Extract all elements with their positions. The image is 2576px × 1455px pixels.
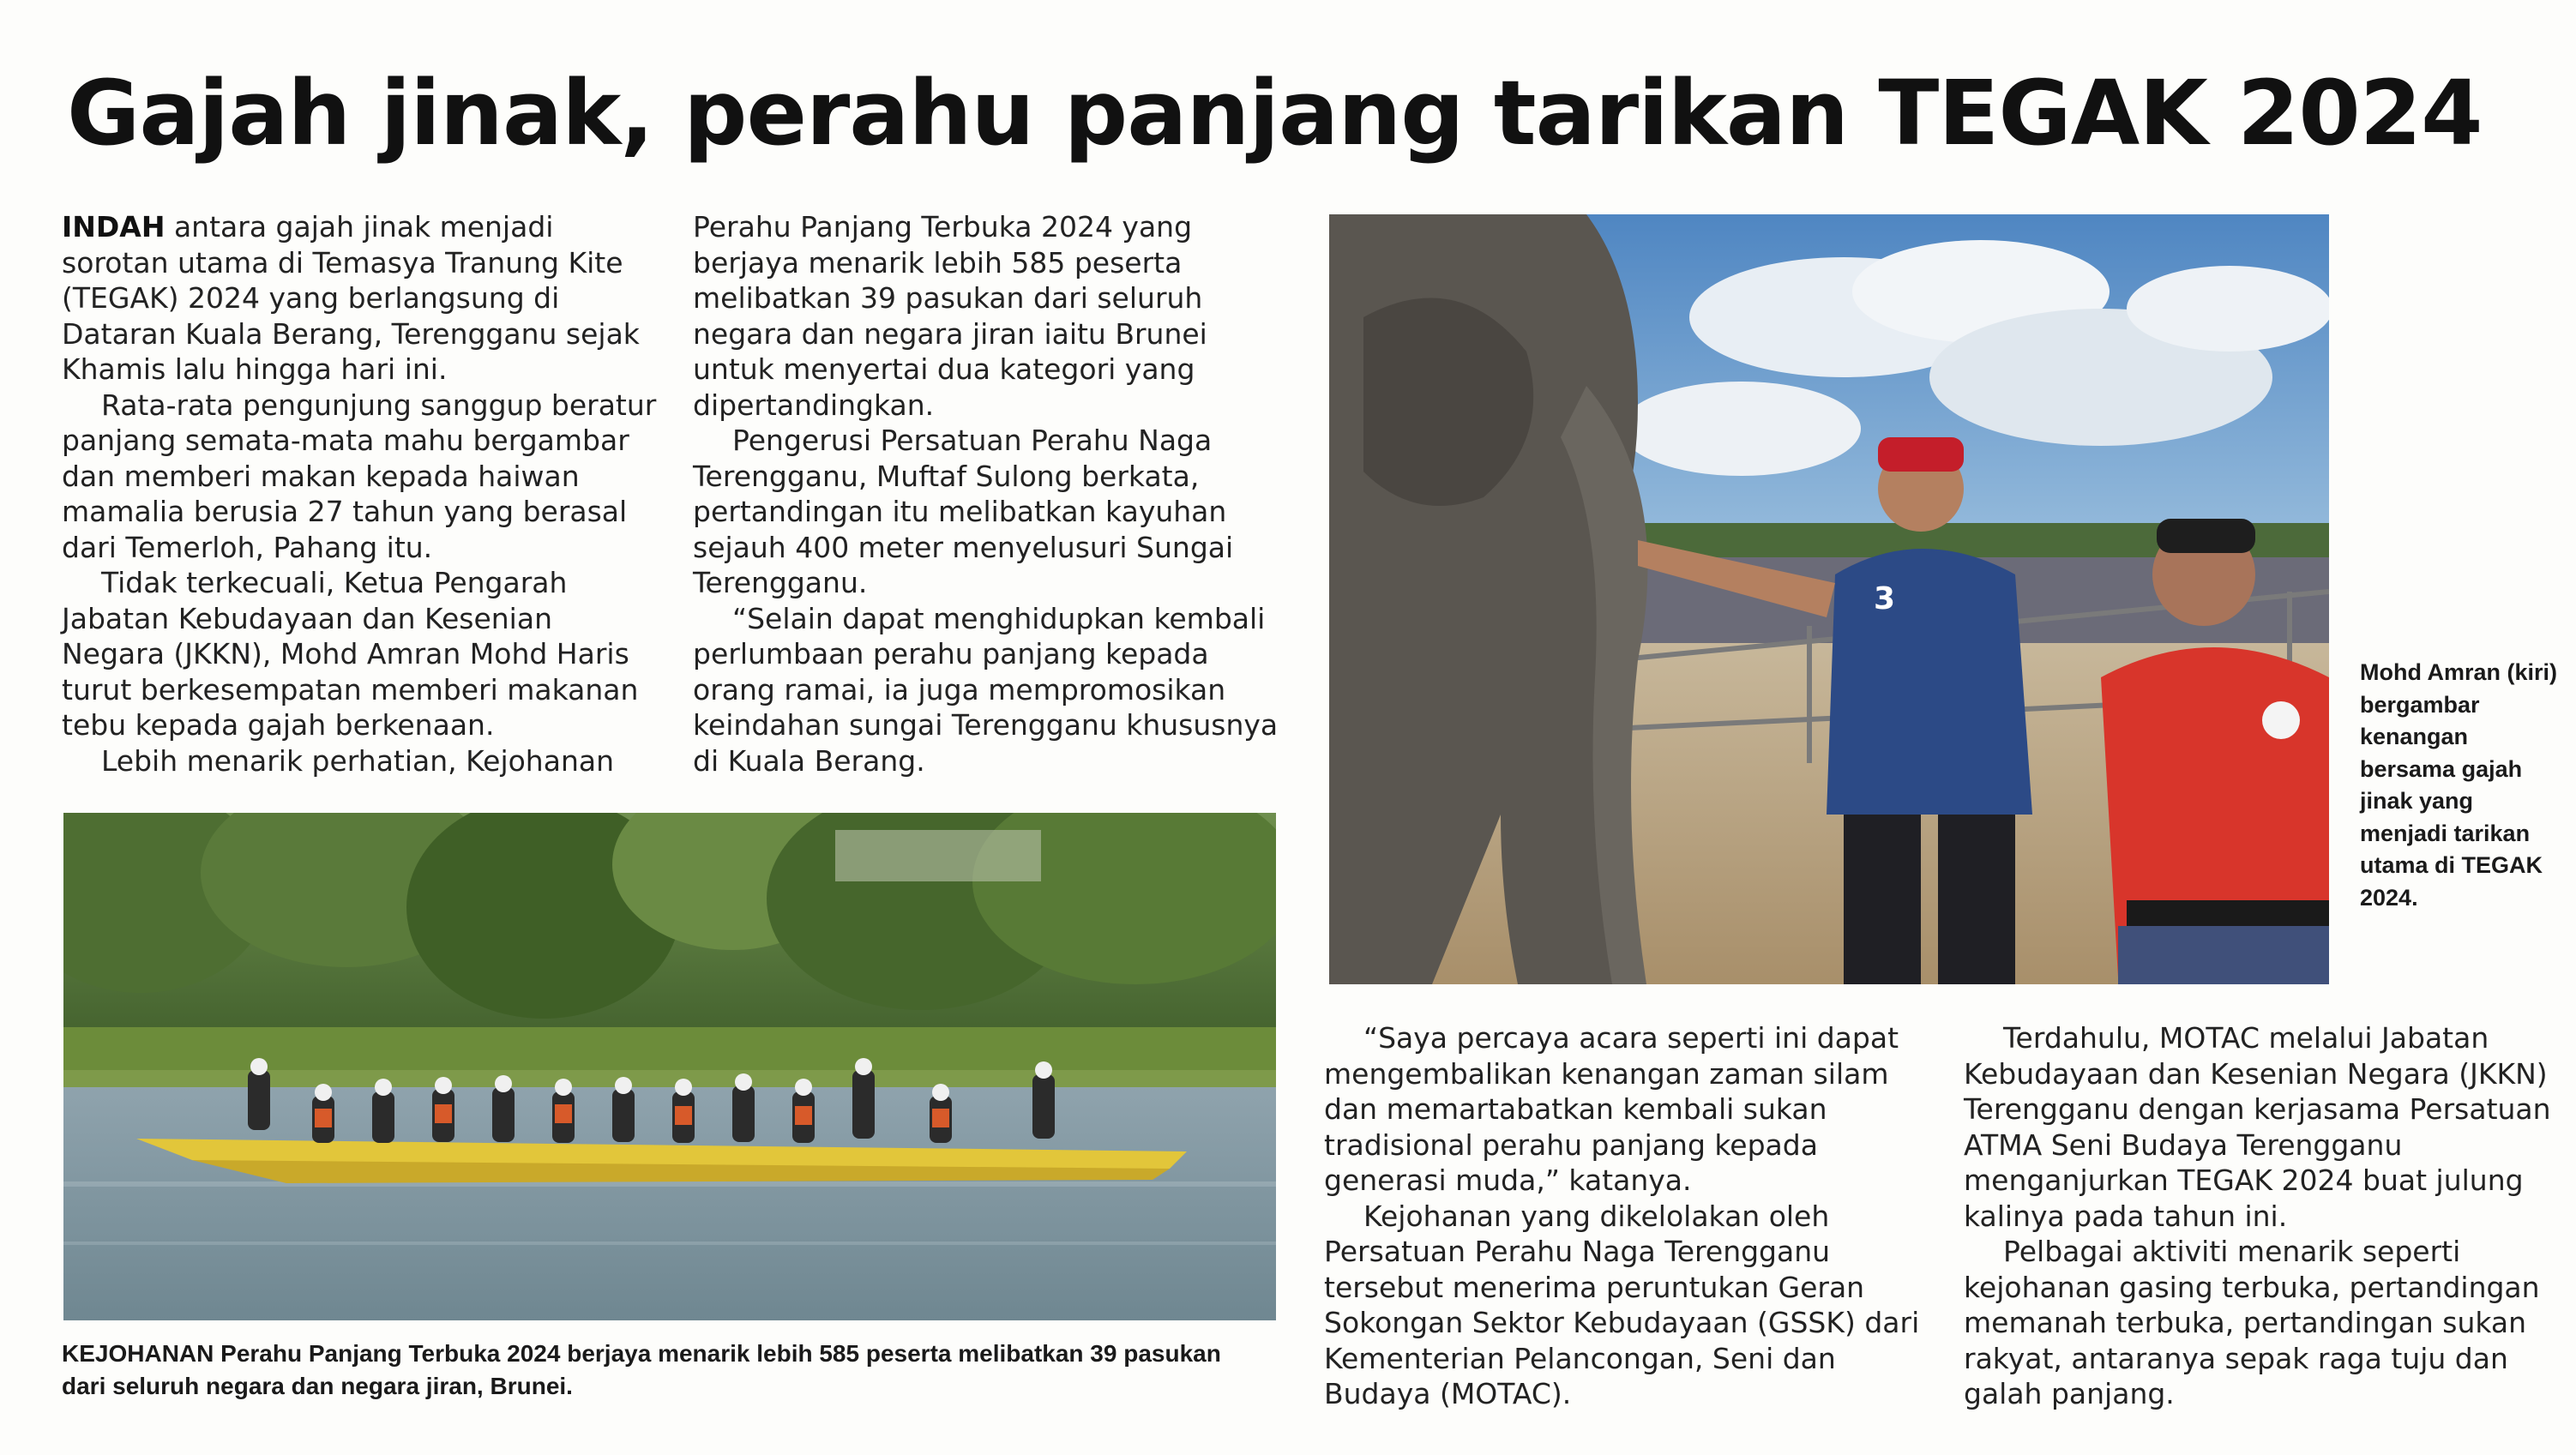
paragraph (62, 209, 662, 388)
article-headline: Gajah jinak, perahu panjang tarikan TEGAK 2024 (67, 61, 2483, 165)
paragraph: Lebih menarik perhatian, Kejohanan (101, 743, 614, 778)
article-column-2 (693, 209, 1293, 779)
paragraph: Pengerusi Persatuan Perahu Naga Terengganu, Muftaf Sulong berkata, pertandingan itu melibatkan kayuhan sejauh 400 meter menyelusuri Sungai Terengganu. (693, 424, 1234, 599)
paragraph: Tidak terkecuali, Ketua Pengarah Jabatan Kebudayaan dan Kesenian Negara (JKKN), Mohd Amran Mohd Haris turut berkesempatan memberi makanan tebu kepada gajah berkenaan. (62, 566, 639, 742)
shirt-number: 3 (1874, 581, 1896, 616)
lead-word: INDAH (62, 210, 166, 244)
boat-race-photo (63, 813, 1276, 1320)
paragraph: “Saya percaya acara seperti ini dapat mengembalikan kenangan zaman silam dan memartabatkan kembali sukan tradisional perahu panjang kepada generasi muda,” katanya. (1324, 1021, 1899, 1197)
article-column-1 (62, 209, 662, 779)
caption-text: Perahu Panjang Terbuka 2024 berjaya menarik lebih 585 peserta melibatkan 39 pasukan dari seluruh negara dan negara jiran, Brunei. (62, 1340, 1221, 1399)
article-column-4 (1964, 1020, 2564, 1412)
paragraph: Terdahulu, MOTAC melalui Jabatan Kebudayaan dan Kesenian Negara (JKKN) Terengganu dengan kerjasama Persatuan ATMA Seni Budaya Terengganu menganjurkan TEGAK 2024 buat julung kalinya pada tahun ini. (1964, 1021, 2551, 1233)
elephant-photo-caption: Mohd Amran (kiri) bergambar kenangan bersama gajah jinak yang menjadi tarikan utama di TEGAK 2024. (2360, 659, 2558, 911)
paragraph: “Selain dapat menghidupkan kembali perlumbaan perahu panjang kepada orang ramai, ia juga mempromosikan keindahan sungai Terengganu khususnya di Kuala Berang. (693, 601, 1279, 778)
elephant-photo (1329, 214, 2329, 984)
boat-photo-caption (62, 1338, 1245, 1403)
article-column-3 (1324, 1020, 1941, 1412)
caption-lead: KEJOHANAN (62, 1340, 214, 1367)
paragraph: Kejohanan yang dikelolakan oleh Persatuan Perahu Naga Terengganu tersebut menerima peruntukan Geran Sokongan Sektor Kebudayaan (GSSK) dari Kementerian Pelancongan, Seni dan Budaya (MOTAC). (1324, 1199, 1920, 1410)
paragraph: Perahu Panjang Terbuka 2024 yang berjaya menarik lebih 585 peserta melibatkan 39 pasukan dari seluruh negara dan negara jiran iaitu Brunei untuk menyertai dua kategori yang dipertandingkan. (693, 210, 1207, 422)
paragraph: Rata-rata pengunjung sanggup beratur panjang semata-mata mahu bergambar dan memberi makan kepada haiwan mamalia berusia 27 tahun yang berasal dari Temerloh, Pahang itu. (62, 388, 657, 564)
paragraph: Pelbagai aktiviti menarik seperti kejohanan gasing terbuka, pertandingan memanah terbuka, pertandingan sukan rakyat, antaranya sepak raga tuju dan galah panjang. (1964, 1235, 2540, 1410)
paragraph-text: antara gajah jinak menjadi sorotan utama di Temasya Tranung Kite (TEGAK) 2024 yang berlangsung di Dataran Kuala Berang, Terengganu sejak Khamis lalu hingga hari ini. (62, 210, 640, 386)
